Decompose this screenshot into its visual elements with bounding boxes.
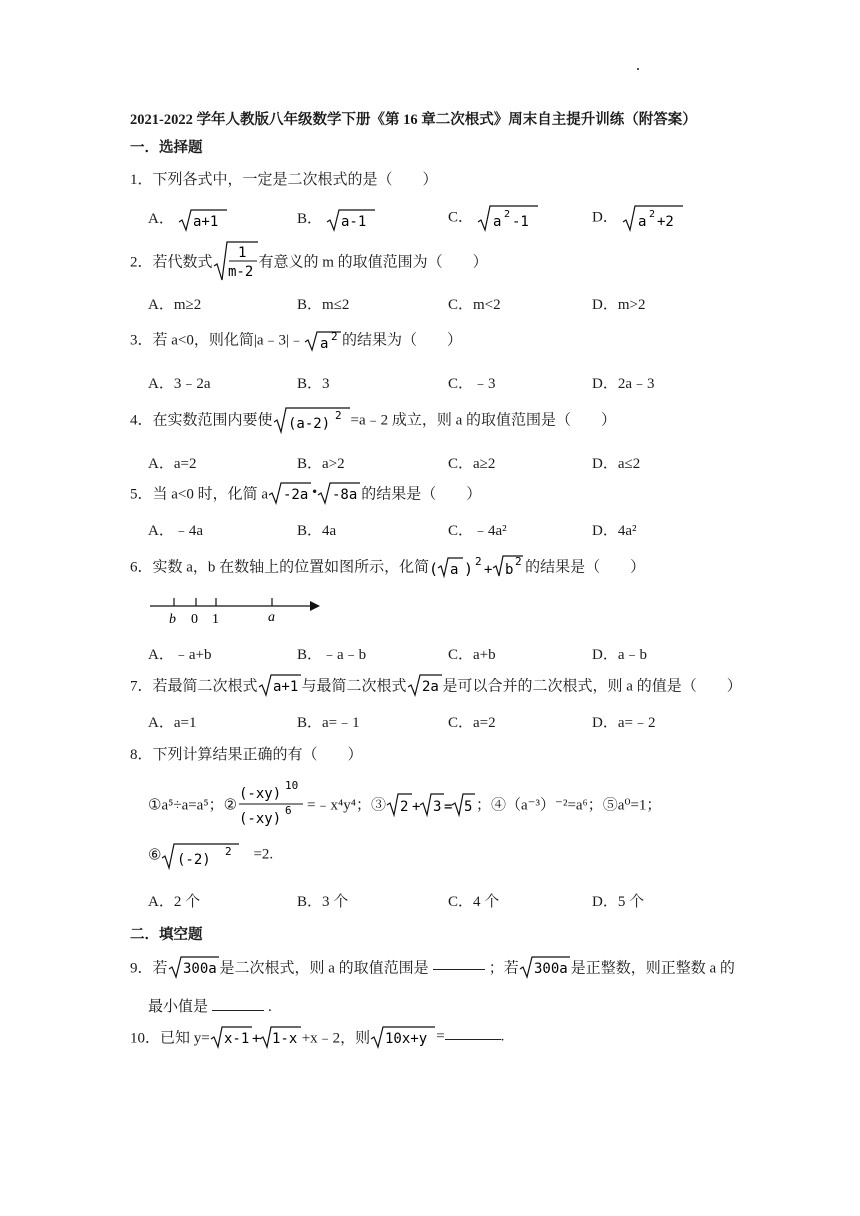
option-letter: D． bbox=[592, 209, 618, 226]
radicand: 5 bbox=[463, 799, 473, 815]
fraction-expression bbox=[237, 778, 307, 830]
sqrt-sum-icon bbox=[386, 791, 476, 817]
exponent: 2 bbox=[515, 555, 522, 568]
q8-option-a: A．2 个 bbox=[148, 894, 201, 910]
radicand: 10x+y bbox=[385, 1031, 428, 1047]
numerator: 1 bbox=[237, 245, 246, 261]
denominator: m-2 bbox=[227, 264, 253, 280]
label-a: a bbox=[268, 610, 275, 625]
exponent: 2 bbox=[503, 209, 510, 220]
radicand: 3 bbox=[432, 799, 442, 815]
q4-option-a: A．a=2 bbox=[148, 456, 197, 472]
label-b: b bbox=[169, 612, 176, 627]
q1-option-c bbox=[448, 204, 539, 232]
q8-option-c: C．4 个 bbox=[448, 894, 500, 910]
q7-option-a: A．a=1 bbox=[148, 715, 197, 731]
numerator-exponent: 10 bbox=[285, 779, 299, 792]
item-text: ⑥ bbox=[148, 847, 162, 864]
label-zero: 0 bbox=[191, 612, 198, 627]
q1-option-d bbox=[592, 204, 684, 232]
section-heading-fill: 二．填空题 bbox=[130, 927, 203, 943]
radicand: a bbox=[320, 336, 329, 352]
option-letter: C． bbox=[448, 209, 474, 226]
stem-text: 的结果为（ ） bbox=[342, 332, 463, 349]
q7-option-c: C．a=2 bbox=[448, 715, 496, 731]
sqrt-icon bbox=[622, 204, 684, 232]
stem-text: 有意义的 m 的取值范围为（ ） bbox=[258, 254, 488, 271]
radicand: a bbox=[637, 214, 647, 230]
sqrt-icon bbox=[519, 955, 571, 979]
q4-option-b: B．a>2 bbox=[297, 456, 345, 472]
plus-operator: + bbox=[251, 1031, 261, 1047]
plus-operator: + bbox=[411, 799, 421, 815]
radicand-tail: +2 bbox=[656, 214, 674, 230]
stem-text: 是二次根式，则 a 的取值范围是 bbox=[219, 960, 429, 977]
dot-operator: • bbox=[312, 484, 318, 501]
q4-option-d: D．a≤2 bbox=[592, 456, 641, 472]
exponent: 2 bbox=[334, 409, 342, 422]
item-text: ；④（a⁻³）⁻²=a⁶；⑤a⁰=1； bbox=[475, 797, 662, 814]
question-1-stem: 1．下列各式中，一定是二次根式的是（ ） bbox=[130, 172, 438, 188]
answer-blank[interactable] bbox=[445, 1039, 501, 1040]
q6-option-c: C．a+b bbox=[448, 647, 496, 663]
svg-text:): ) bbox=[464, 560, 474, 578]
sqrt-expression-icon bbox=[429, 552, 525, 580]
stem-text: 4．在实数范围内要使 bbox=[130, 412, 273, 429]
number-line-figure bbox=[146, 594, 326, 630]
sqrt-icon bbox=[326, 208, 376, 232]
item-text: =﹣x⁴y⁴；③ bbox=[307, 797, 386, 814]
stem-text: ；若 bbox=[488, 960, 519, 977]
radicand: 1-x bbox=[271, 1031, 298, 1047]
sqrt-icon bbox=[370, 1025, 436, 1049]
question-9-stem bbox=[130, 955, 735, 979]
item-text: =2. bbox=[253, 846, 274, 863]
question-3-stem bbox=[130, 326, 462, 352]
q5-option-c: C．﹣4a² bbox=[448, 523, 507, 539]
stem-text: =a﹣2 成立，则 a 的取值范围是（ ） bbox=[350, 412, 617, 429]
sqrt-icon bbox=[317, 481, 361, 505]
exponent: 2 bbox=[225, 845, 233, 858]
question-4-stem bbox=[130, 404, 616, 434]
stem-text: 6．实数 a，b 在数轴上的位置如图所示，化简 bbox=[130, 559, 430, 576]
question-6-stem bbox=[130, 552, 645, 580]
stem-text: . bbox=[268, 999, 272, 1015]
exponent: 2 bbox=[648, 209, 655, 220]
sqrt-icon bbox=[477, 204, 539, 232]
answer-blank[interactable] bbox=[212, 1010, 264, 1011]
q4-option-c: C．a≥2 bbox=[448, 456, 496, 472]
sqrt-icon bbox=[268, 481, 312, 505]
arrow-right-icon bbox=[310, 601, 320, 611]
denominator: (-xy) bbox=[239, 811, 282, 827]
radicand: a+1 bbox=[192, 213, 218, 230]
question-8-stem: 8．下列计算结果正确的有（ ） bbox=[130, 747, 363, 763]
q8-option-b: B．3 个 bbox=[297, 894, 349, 910]
section-heading-choice: 一．选择题 bbox=[130, 140, 203, 156]
stem-text: 3．若 a<0，则化简|a﹣3|﹣ bbox=[130, 332, 305, 349]
stem-text: 的结果是（ ） bbox=[525, 559, 646, 576]
question-2-stem bbox=[130, 240, 488, 282]
denominator-exponent: 6 bbox=[285, 804, 292, 817]
exponent: 2 bbox=[331, 330, 338, 343]
radicand: (-2) bbox=[177, 852, 212, 868]
radicand-tail: -1 bbox=[511, 214, 529, 230]
q3-option-b: B．3 bbox=[297, 376, 330, 392]
radicand: 2a bbox=[421, 679, 439, 695]
stem-text: 最小值是 bbox=[148, 999, 209, 1015]
item-text: ①a⁵÷a=a⁵；② bbox=[148, 797, 238, 814]
stem-text: 9．若 bbox=[130, 960, 168, 977]
exponent: 2 bbox=[475, 555, 482, 568]
stem-text: 的结果是（ ） bbox=[361, 486, 482, 503]
q6-option-b: B．﹣a﹣b bbox=[297, 647, 367, 663]
sqrt-icon bbox=[407, 673, 443, 697]
q2-option-a: A．m≥2 bbox=[148, 297, 202, 313]
option-letter: B． bbox=[297, 211, 323, 227]
svg-text:(: ( bbox=[429, 560, 439, 578]
stem-text: 与最简二次根式 bbox=[301, 678, 407, 695]
radicand: b bbox=[505, 562, 514, 578]
q7-option-d: D．a=﹣2 bbox=[592, 715, 656, 731]
radicand: a bbox=[492, 214, 502, 230]
stem-text: +x﹣2，则 bbox=[301, 1030, 371, 1047]
q2-option-d: D．m>2 bbox=[592, 297, 646, 313]
question-9-line2 bbox=[148, 995, 272, 1016]
label-one: 1 bbox=[212, 612, 219, 627]
q3-option-a: A．3﹣2a bbox=[148, 376, 211, 392]
stem-text: 是正整数，则正整数 a 的 bbox=[570, 960, 735, 977]
sqrt-icon bbox=[304, 326, 342, 352]
stem-text: 5．当 a<0 时，化简 a bbox=[130, 486, 269, 503]
radicand: -2a bbox=[283, 487, 309, 503]
q6-option-a: A．﹣a+b bbox=[148, 647, 212, 663]
numerator: (-xy) bbox=[239, 786, 282, 802]
question-8-items-line2 bbox=[148, 840, 273, 870]
q5-option-a: A．﹣4a bbox=[148, 523, 203, 539]
q3-option-c: C．﹣3 bbox=[448, 376, 496, 392]
sqrt-icon bbox=[168, 955, 220, 979]
radicand: a-1 bbox=[340, 213, 367, 230]
sqrt-sum-icon bbox=[210, 1025, 302, 1049]
q3-option-d: D．2a﹣3 bbox=[592, 376, 655, 392]
radicand: 300a bbox=[182, 961, 217, 977]
q7-option-b: B．a=﹣1 bbox=[297, 715, 360, 731]
q1-option-a bbox=[148, 207, 228, 232]
question-7-stem bbox=[130, 673, 742, 697]
q2-option-b: B．m≤2 bbox=[297, 297, 350, 313]
stem-text: = bbox=[436, 1028, 445, 1045]
stem-text: . bbox=[500, 1028, 505, 1045]
stem-text: 10．已知 y= bbox=[130, 1030, 210, 1047]
sqrt-icon bbox=[273, 404, 351, 434]
radicand: a+1 bbox=[272, 679, 298, 695]
q5-option-b: B．4a bbox=[297, 523, 337, 539]
equals-operator: = bbox=[443, 799, 453, 815]
radicand: -8a bbox=[332, 487, 358, 503]
option-letter: A． bbox=[148, 211, 174, 227]
stem-text: 是可以合并的二次根式，则 a 的值是（ ） bbox=[442, 678, 742, 695]
sqrt-icon bbox=[178, 208, 228, 232]
radicand: 2 bbox=[399, 799, 409, 815]
radicand: (a-2) bbox=[287, 416, 330, 432]
stem-text: 7．若最简二次根式 bbox=[130, 678, 258, 695]
sqrt-icon bbox=[258, 673, 302, 697]
radicand: a bbox=[450, 562, 459, 578]
q8-option-d: D．5 个 bbox=[592, 894, 645, 910]
question-8-items-line1 bbox=[148, 778, 661, 830]
q6-option-d: D．a﹣b bbox=[592, 647, 647, 663]
stem-text: 2．若代数式 bbox=[130, 254, 213, 271]
question-10-stem bbox=[130, 1025, 504, 1049]
q2-option-c: C．m<2 bbox=[448, 297, 501, 313]
sqrt-icon bbox=[161, 840, 253, 870]
question-5-stem bbox=[130, 481, 481, 505]
answer-blank[interactable] bbox=[433, 969, 485, 970]
plus-operator: + bbox=[484, 562, 493, 578]
q1-option-b bbox=[297, 207, 376, 232]
radicand: x-1 bbox=[223, 1031, 250, 1047]
sqrt-fraction-icon bbox=[213, 240, 259, 282]
page-mark-dot bbox=[637, 68, 639, 70]
document-title: 2021-2022 学年人教版八年级数学下册《第 16 章二次根式》周末自主提升训练（附答案） bbox=[130, 112, 697, 128]
radicand: 300a bbox=[533, 961, 568, 977]
q5-option-d: D．4a² bbox=[592, 523, 637, 539]
